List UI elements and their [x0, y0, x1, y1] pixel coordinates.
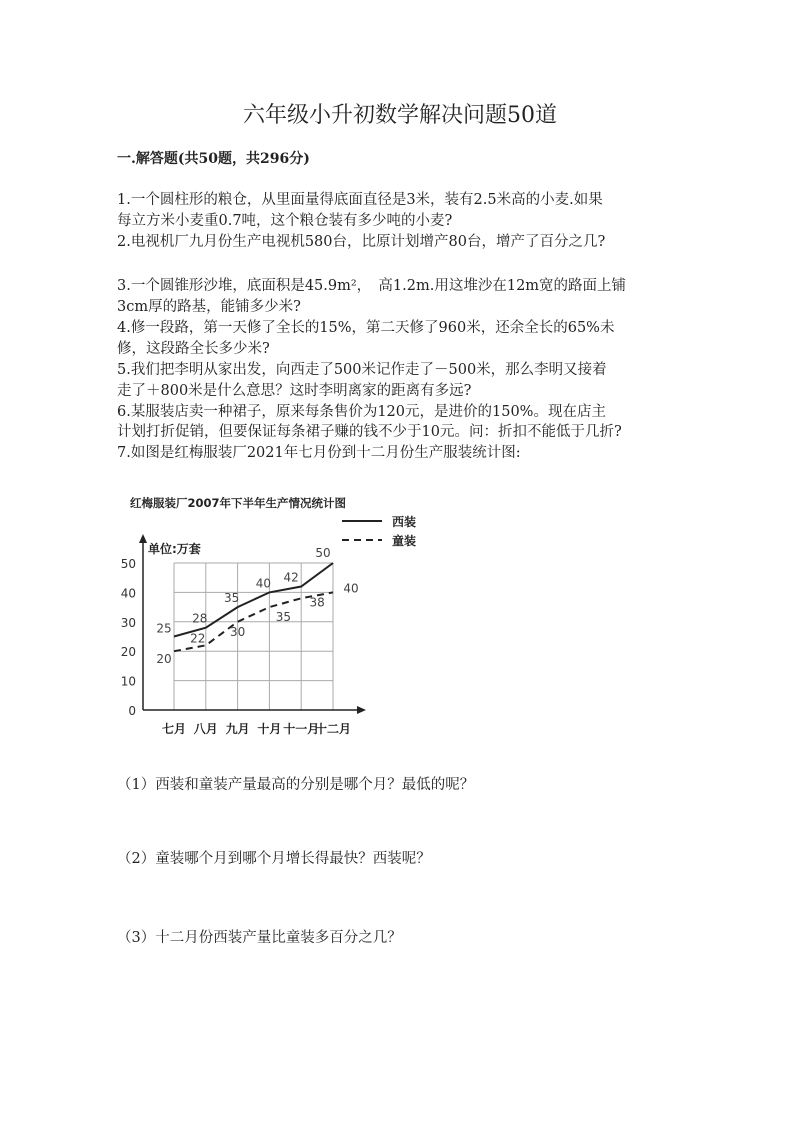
section-heading: 一.解答题(共50题，共296分): [117, 151, 310, 167]
legend-label: 西装: [392, 515, 417, 529]
question-line: 2.电视机厂九月份生产电视机580台，比原计划增产80台，增产了百分之几?: [117, 234, 606, 250]
question-line: 每立方米小麦重0.7吨，这个粮仓装有多少吨的小麦?: [117, 213, 453, 229]
y-tick-label: 30: [120, 615, 136, 630]
x-tick-label: 十二月: [314, 722, 352, 736]
x-tick-label: 九月: [225, 722, 250, 736]
x-tick-label: 十月: [257, 722, 282, 736]
question-line: 5.我们把李明从家出发，向西走了500米记作走了－500米，那么李明又接着: [117, 362, 607, 378]
data-label: 20: [156, 652, 172, 667]
page-title: 六年级小升初数学解决问题50道: [243, 103, 557, 128]
data-label: 25: [156, 621, 172, 636]
y-tick-label: 10: [120, 674, 136, 689]
subquestion: （2）童装哪个月到哪个月增长得最快？西装呢？: [117, 851, 431, 867]
data-label: 30: [229, 624, 246, 639]
question-line: 计划打折促销，但要保证每条裙子赚的钱不少于10元。问：折扣不能低于几折?: [117, 424, 622, 440]
data-label: 28: [192, 611, 208, 626]
legend-label: 童装: [392, 534, 417, 548]
data-label: 35: [223, 591, 240, 606]
y-tick-label: 40: [120, 586, 136, 601]
production-line-chart: [110, 485, 417, 736]
question-line: 走了＋800米是什么意思？这时李明离家的距离有多远?: [117, 383, 472, 399]
data-label: 22: [190, 631, 206, 646]
question-line: 3.一个圆锥形沙堆，底面积是45.9m²， 高1.2m.用这堆沙在12m宽的路面上铺: [117, 278, 627, 294]
unit-label: 单位:万套: [148, 542, 201, 556]
y-axis-arrow: [139, 534, 147, 543]
data-label: 40: [255, 576, 272, 591]
question-line: 6.某服装店卖一种裙子，原来每条售价为120元，是进价的150%。现在店主: [117, 404, 606, 420]
question-line: 7.如图是红梅服装厂2021年七月份到十二月份生产服装统计图:: [117, 445, 521, 461]
x-axis-arrow: [357, 706, 366, 714]
subquestion: （1）西装和童装产量最高的分别是哪个月？最低的呢？: [117, 777, 475, 793]
subquestion: （3）十二月份西装产量比童装多百分之几？: [117, 930, 402, 946]
x-tick-label: 八月: [193, 722, 218, 736]
data-label: 38: [309, 595, 325, 610]
y-tick-label: 50: [120, 557, 136, 571]
question-line: 4.修一段路，第一天修了全长的15%，第二天修了960米，还余全长的65%未: [117, 320, 615, 336]
question-line: 1.一个圆柱形的粮仓，从里面量得底面直径是3米，装有2.5米高的小麦.如果: [117, 192, 603, 208]
chart-title: 红梅服装厂2007年下半年生产情况统计图: [130, 496, 347, 510]
x-tick-label: 十一月: [283, 722, 320, 736]
data-label: 40: [343, 581, 359, 596]
question-line: 3cm厚的路基，能铺多少米?: [117, 299, 301, 315]
data-label: 50: [315, 546, 331, 560]
question-line: 修，这段路全长多少米?: [117, 341, 270, 357]
data-label: 35: [275, 610, 292, 625]
data-label: 42: [283, 570, 299, 585]
x-tick-label: 七月: [161, 722, 187, 736]
y-tick-label: 0: [128, 704, 136, 718]
y-tick-label: 20: [120, 645, 136, 660]
